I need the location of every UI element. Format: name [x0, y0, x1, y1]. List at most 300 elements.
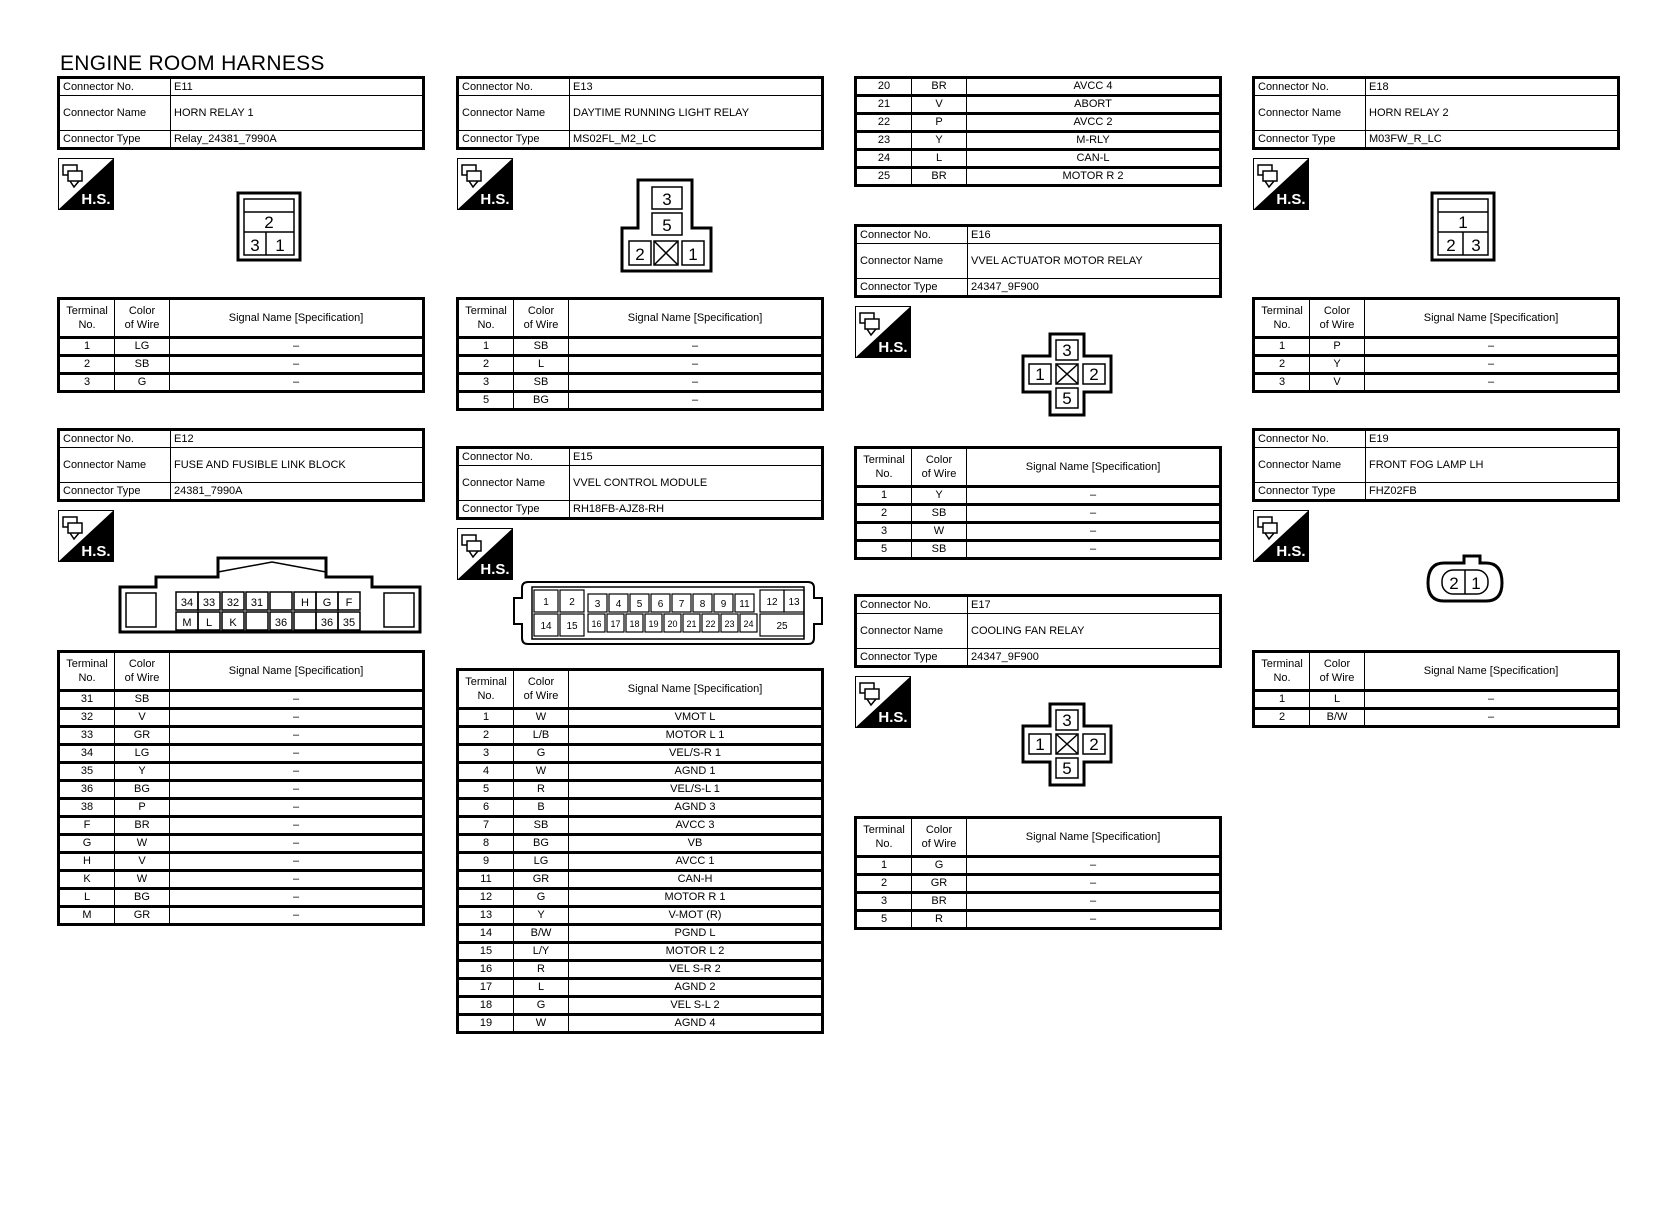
signal-header: Signal Name [Specification]: [1365, 652, 1619, 691]
wire-color: GR: [514, 871, 569, 889]
terminal-no-label: No.: [875, 838, 893, 850]
pin-label: 3: [594, 599, 601, 610]
wire-color: G: [912, 857, 967, 875]
wire-color: L/Y: [514, 943, 569, 961]
pin-label: 3: [1471, 236, 1481, 255]
connector-no-label: Connector No.: [1254, 430, 1366, 448]
hs-harness-side-icon: [58, 158, 114, 210]
table-row: [59, 709, 424, 727]
terminal-no: 3: [458, 374, 514, 392]
table-row: [1254, 374, 1619, 392]
pin-label: 2: [264, 213, 274, 232]
wire-color: W: [115, 835, 170, 853]
wire-color: V: [1310, 374, 1365, 392]
terminal-no: 33: [59, 727, 115, 745]
signal-name: VMOT L: [569, 709, 823, 727]
signal-name: –: [967, 857, 1221, 875]
pin-label: 3: [1062, 341, 1072, 360]
wire-color: W: [514, 709, 569, 727]
signal-name: –: [170, 763, 424, 781]
terminal-header: [856, 818, 912, 857]
table-row: [59, 907, 424, 925]
pin-label: 3: [662, 190, 672, 209]
signal-name: MOTOR L 2: [569, 943, 823, 961]
wire-color: P: [115, 799, 170, 817]
connector-type-value: RH18FB-AJZ8-RH: [570, 501, 823, 519]
table-row: [458, 338, 823, 356]
wire-color: Y: [514, 907, 569, 925]
signal-header: Signal Name [Specification]: [967, 448, 1221, 487]
table-row: [856, 505, 1221, 523]
signal-name: –: [170, 853, 424, 871]
connector-info-e15: [456, 446, 824, 520]
signal-name: –: [1365, 374, 1619, 392]
table-row: [458, 871, 823, 889]
pin-table-header: [458, 299, 823, 338]
table-row: [458, 727, 823, 745]
signal-name: AGND 4: [569, 1015, 823, 1033]
color-header: [912, 448, 967, 487]
pin-table-header: [458, 670, 823, 709]
connector-no-value: E11: [171, 78, 424, 96]
connector-name-label: Connector Name: [458, 96, 570, 131]
pin-label: 18: [629, 619, 640, 629]
terminal-no: 13: [458, 907, 514, 925]
connector-name-value: FRONT FOG LAMP LH: [1366, 448, 1619, 483]
terminal-no: 2: [856, 875, 912, 893]
connector-type-value: 24347_9F900: [968, 649, 1221, 667]
connector-type-label: Connector Type: [458, 501, 570, 519]
hs-harness-side-icon: [1253, 510, 1309, 562]
connector-info-e18: [1252, 76, 1620, 150]
table-row: [59, 356, 424, 374]
terminal-no: 1: [1254, 691, 1310, 709]
pin-label: 15: [566, 621, 578, 632]
connector-face-e13: [620, 178, 714, 274]
terminal-no-label: No.: [1273, 672, 1291, 684]
wire-color: R: [912, 911, 967, 929]
terminal-no: 36: [59, 781, 115, 799]
terminal-header: [59, 652, 115, 691]
pin-table-e12: [57, 650, 425, 926]
table-row: [1254, 691, 1619, 709]
signal-name: AGND 1: [569, 763, 823, 781]
signal-name: –: [170, 709, 424, 727]
pin-label: 6: [657, 599, 664, 610]
terminal-no: 5: [856, 541, 912, 559]
hs-harness-side-icon: [855, 676, 911, 728]
signal-name: –: [967, 893, 1221, 911]
wire-color: R: [514, 781, 569, 799]
hs-label: H.S.: [480, 191, 510, 208]
signal-name: –: [967, 523, 1221, 541]
pin-label: H: [301, 597, 309, 609]
table-row: [458, 907, 823, 925]
pin-label: L: [205, 617, 213, 629]
terminal-no: 1: [856, 487, 912, 505]
signal-name: –: [1365, 691, 1619, 709]
table-row: [458, 374, 823, 392]
pin-table-header: [856, 818, 1221, 857]
of-wire-label: of Wire: [124, 319, 160, 331]
connector-no-label: Connector No.: [856, 226, 968, 244]
color-header: [115, 652, 170, 691]
wire-color: V: [912, 96, 967, 114]
wire-color: P: [912, 114, 967, 132]
signal-name: –: [1365, 356, 1619, 374]
pin-label: 25: [776, 621, 788, 632]
pin-label: 3: [250, 236, 260, 255]
wire-color: BR: [115, 817, 170, 835]
color-header-label: Color: [128, 658, 156, 670]
connector-face-e12: [118, 554, 424, 636]
connector-name-value: VVEL CONTROL MODULE: [570, 466, 823, 501]
connector-name-label: Connector Name: [59, 448, 171, 483]
terminal-header-label: Terminal: [465, 676, 507, 688]
of-wire-label: of Wire: [523, 319, 559, 331]
terminal-no: 1: [1254, 338, 1310, 356]
signal-name: VEL/S-R 1: [569, 745, 823, 763]
pin-label: 36: [274, 617, 288, 629]
signal-header: Signal Name [Specification]: [170, 652, 424, 691]
connector-type-label: Connector Type: [458, 131, 570, 149]
table-row: [458, 925, 823, 943]
signal-name: CAN-H: [569, 871, 823, 889]
table-row: [856, 523, 1221, 541]
connector-face-e17: [1020, 702, 1114, 788]
connector-name-label: Connector Name: [458, 466, 570, 501]
pin-label: 5: [636, 599, 643, 610]
terminal-header-label: Terminal: [863, 454, 905, 466]
table-row: [458, 997, 823, 1015]
wire-color: BR: [912, 78, 967, 96]
signal-name: –: [170, 356, 424, 374]
connector-face-e19: [1424, 552, 1506, 604]
signal-name: AGND 3: [569, 799, 823, 817]
wire-color: GR: [912, 875, 967, 893]
color-header: [514, 670, 569, 709]
wire-color: SB: [514, 817, 569, 835]
color-header-label: Color: [527, 676, 555, 688]
table-row: [458, 889, 823, 907]
pin-table-header: [1254, 299, 1619, 338]
table-row: [59, 871, 424, 889]
table-row: [458, 835, 823, 853]
pin-label: 1: [688, 245, 698, 264]
pin-label: 16: [591, 619, 602, 629]
table-row: [458, 943, 823, 961]
wire-color: Y: [1310, 356, 1365, 374]
connector-name-label: Connector Name: [1254, 448, 1366, 483]
signal-name: VEL S-L 2: [569, 997, 823, 1015]
of-wire-label: of Wire: [1319, 672, 1355, 684]
terminal-header: [458, 670, 514, 709]
signal-name: –: [569, 338, 823, 356]
pin-label: 3: [1062, 711, 1072, 730]
terminal-no: 7: [458, 817, 514, 835]
connector-name-value: VVEL ACTUATOR MOTOR RELAY: [968, 244, 1221, 279]
table-row: [856, 893, 1221, 911]
wire-color: BR: [912, 168, 967, 186]
table-row: [1254, 338, 1619, 356]
connector-no-label: Connector No.: [59, 78, 171, 96]
connector-type-value: 24347_9F900: [968, 279, 1221, 297]
table-row: [856, 168, 1221, 186]
signal-name: –: [170, 691, 424, 709]
connector-type-label: Connector Type: [856, 649, 968, 667]
color-header-label: Color: [128, 305, 156, 317]
signal-name: –: [170, 374, 424, 392]
signal-name: –: [569, 356, 823, 374]
signal-name: –: [170, 835, 424, 853]
pin-label: 5: [662, 216, 672, 235]
pin-label: 19: [648, 619, 659, 629]
table-row: [59, 781, 424, 799]
terminal-no: 1: [458, 338, 514, 356]
terminal-no-label: No.: [875, 468, 893, 480]
pin-label: 1: [1471, 574, 1481, 593]
signal-name: –: [569, 392, 823, 410]
pin-label: 14: [540, 621, 552, 632]
table-row: [458, 817, 823, 835]
pin-table-header: [59, 652, 424, 691]
hs-label: H.S.: [1276, 191, 1306, 208]
table-row: [59, 889, 424, 907]
wire-color: SB: [514, 374, 569, 392]
pin-table-e11: [57, 297, 425, 393]
terminal-header: [59, 299, 115, 338]
terminal-no: 6: [458, 799, 514, 817]
connector-name-label: Connector Name: [59, 96, 171, 131]
pin-label: 1: [275, 236, 285, 255]
signal-name: –: [170, 781, 424, 799]
terminal-no: 32: [59, 709, 115, 727]
wire-color: G: [514, 997, 569, 1015]
terminal-header-label: Terminal: [1261, 658, 1303, 670]
pin-table-e15: [456, 668, 824, 1034]
connector-type-value: 24381_7990A: [171, 483, 424, 501]
signal-name: –: [170, 907, 424, 925]
terminal-no: 31: [59, 691, 115, 709]
hs-harness-side-icon: [855, 306, 911, 358]
terminal-header: [1254, 652, 1310, 691]
connector-type-label: Connector Type: [59, 483, 171, 501]
table-row: [458, 853, 823, 871]
connector-info-e19: [1252, 428, 1620, 502]
terminal-no: 9: [458, 853, 514, 871]
hs-harness-side-icon: [58, 510, 114, 562]
of-wire-label: of Wire: [921, 468, 957, 480]
connector-no-value: E16: [968, 226, 1221, 244]
wire-color: Y: [912, 132, 967, 150]
signal-name: –: [967, 875, 1221, 893]
pin-label: 36: [320, 617, 334, 629]
terminal-no: 5: [458, 781, 514, 799]
table-row: [856, 857, 1221, 875]
pin-table-header: [1254, 652, 1619, 691]
pin-label: 4: [615, 599, 622, 610]
terminal-no: 2: [1254, 709, 1310, 727]
signal-name: AVCC 1: [569, 853, 823, 871]
table-row: [59, 727, 424, 745]
pin-label: 5: [1062, 759, 1072, 778]
signal-name: –: [170, 799, 424, 817]
wire-color: G: [514, 745, 569, 763]
terminal-no: 2: [458, 727, 514, 745]
pin-label: 7: [678, 599, 685, 610]
terminal-no: 2: [856, 505, 912, 523]
terminal-no: 11: [458, 871, 514, 889]
of-wire-label: of Wire: [523, 690, 559, 702]
page-title: ENGINE ROOM HARNESS: [60, 52, 325, 75]
wire-color: W: [514, 763, 569, 781]
pin-table-e13: [456, 297, 824, 411]
color-header-label: Color: [1323, 305, 1351, 317]
color-header: [514, 299, 569, 338]
signal-name: ABORT: [967, 96, 1221, 114]
pin-label: 12: [766, 597, 778, 608]
terminal-no: H: [59, 853, 115, 871]
connector-no-label: Connector No.: [458, 78, 570, 96]
table-row: [458, 763, 823, 781]
terminal-no: 38: [59, 799, 115, 817]
connector-info-e13: [456, 76, 824, 150]
signal-header: Signal Name [Specification]: [1365, 299, 1619, 338]
hs-harness-side-icon: [1253, 158, 1309, 210]
signal-name: –: [1365, 709, 1619, 727]
table-row: [458, 709, 823, 727]
table-row: [856, 541, 1221, 559]
terminal-no: 19: [458, 1015, 514, 1033]
pin-label: 22: [705, 619, 716, 629]
connector-name-label: Connector Name: [856, 244, 968, 279]
pin-table-e19: [1252, 650, 1620, 728]
hs-harness-side-icon: [457, 158, 513, 210]
wire-color: LG: [514, 853, 569, 871]
table-row: [59, 338, 424, 356]
terminal-no: 12: [458, 889, 514, 907]
connector-no-value: E13: [570, 78, 823, 96]
wire-color: L: [912, 150, 967, 168]
terminal-no: 25: [856, 168, 912, 186]
pin-label: 2: [1446, 236, 1456, 255]
of-wire-label: of Wire: [1319, 319, 1355, 331]
table-row: [458, 356, 823, 374]
hs-label: H.S.: [878, 709, 908, 726]
terminal-no: 4: [458, 763, 514, 781]
table-row: [59, 853, 424, 871]
connector-no-label: Connector No.: [1254, 78, 1366, 96]
terminal-no: 15: [458, 943, 514, 961]
wire-color: L/B: [514, 727, 569, 745]
signal-name: –: [967, 541, 1221, 559]
color-header: [1310, 652, 1365, 691]
table-row: [458, 979, 823, 997]
color-header-label: Color: [1323, 658, 1351, 670]
wire-color: R: [514, 961, 569, 979]
pin-label: 13: [788, 597, 800, 608]
hs-label: H.S.: [1276, 543, 1306, 560]
terminal-no: K: [59, 871, 115, 889]
pin-label: 1: [1035, 365, 1045, 384]
terminal-no: 34: [59, 745, 115, 763]
table-row: [59, 799, 424, 817]
pin-label: 5: [1062, 389, 1072, 408]
wire-color: L: [514, 979, 569, 997]
table-row: [458, 781, 823, 799]
pin-label: G: [322, 597, 332, 609]
pin-table-header: [856, 448, 1221, 487]
wire-color: BG: [115, 889, 170, 907]
wire-color: SB: [912, 541, 967, 559]
signal-name: –: [170, 745, 424, 763]
table-row: [856, 114, 1221, 132]
signal-name: –: [967, 487, 1221, 505]
connector-info-e11: [57, 76, 425, 150]
signal-name: –: [967, 911, 1221, 929]
signal-name: –: [1365, 338, 1619, 356]
terminal-header-label: Terminal: [465, 305, 507, 317]
table-row: [856, 96, 1221, 114]
signal-name: PGND L: [569, 925, 823, 943]
terminal-no-label: No.: [78, 319, 96, 331]
table-row: [1254, 709, 1619, 727]
table-row: [856, 150, 1221, 168]
terminal-header: [458, 299, 514, 338]
table-row: [856, 78, 1221, 96]
hs-label: H.S.: [81, 543, 111, 560]
terminal-no: 1: [458, 709, 514, 727]
connector-name-value: HORN RELAY 2: [1366, 96, 1619, 131]
pin-label: 11: [739, 599, 750, 610]
terminal-header-label: Terminal: [66, 658, 108, 670]
wire-color: Y: [912, 487, 967, 505]
connector-name-value: DAYTIME RUNNING LIGHT RELAY: [570, 96, 823, 131]
terminal-no-label: No.: [78, 672, 96, 684]
connector-no-label: Connector No.: [856, 596, 968, 614]
connector-type-value: Relay_24381_7990A: [171, 131, 424, 149]
signal-name: –: [170, 817, 424, 835]
terminal-no: 24: [856, 150, 912, 168]
table-row: [59, 763, 424, 781]
connector-info-e12: [57, 428, 425, 502]
hs-label: H.S.: [878, 339, 908, 356]
pin-label: 34: [180, 597, 194, 609]
table-row: [1254, 356, 1619, 374]
pin-label: 2: [1089, 365, 1099, 384]
wire-color: Y: [115, 763, 170, 781]
terminal-no: 2: [1254, 356, 1310, 374]
connector-type-label: Connector Type: [59, 131, 171, 149]
terminal-no: 21: [856, 96, 912, 114]
table-row: [59, 745, 424, 763]
pin-label: 21: [686, 619, 697, 629]
terminal-no: 20: [856, 78, 912, 96]
wire-color: BG: [115, 781, 170, 799]
pin-table-e15-continued: [854, 76, 1222, 187]
table-row: [59, 835, 424, 853]
pin-table-e16: [854, 446, 1222, 560]
wire-color: B/W: [1310, 709, 1365, 727]
connector-type-value: MS02FL_M2_LC: [570, 131, 823, 149]
color-header: [115, 299, 170, 338]
pin-label: 35: [342, 617, 356, 629]
signal-name: –: [170, 338, 424, 356]
pin-label: 2: [635, 245, 645, 264]
terminal-no: 3: [59, 374, 115, 392]
pin-label: 2: [1449, 574, 1459, 593]
table-row: [59, 374, 424, 392]
